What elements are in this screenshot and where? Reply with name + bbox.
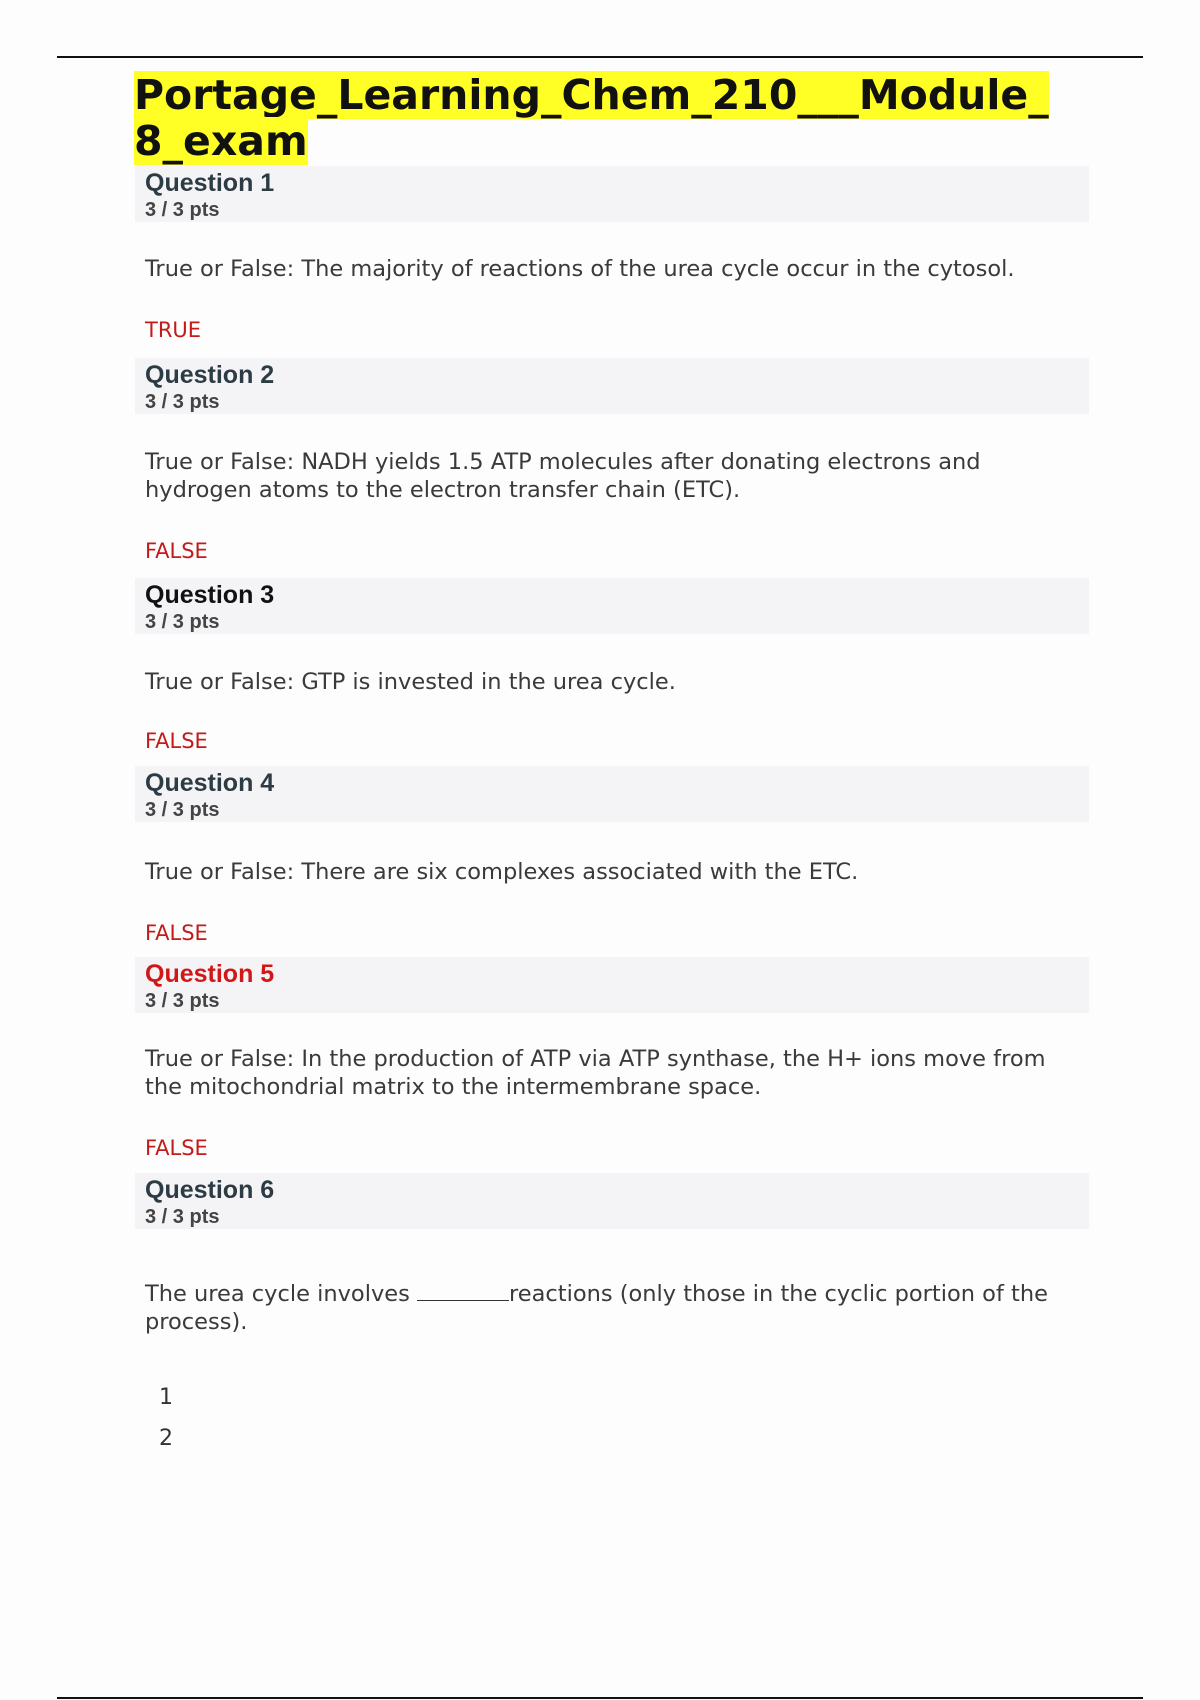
question-text-after-blank: reactions (only those in the cyclic portion of the process). — [145, 1281, 1048, 1335]
question-block — [135, 766, 1089, 946]
question-text: True or False: NADH yields 1.5 ATP molecules after donating electrons and hydrogen atoms to the electron transfer chain (ETC). — [145, 449, 981, 503]
question-answer: FALSE — [145, 1136, 208, 1160]
question-block — [135, 166, 1089, 343]
question-title: Question 4 — [145, 769, 275, 797]
question-header — [135, 166, 1089, 222]
question-answer: FALSE — [145, 539, 208, 563]
question-header — [135, 1173, 1089, 1229]
question-points: 3 / 3 pts — [145, 1206, 220, 1228]
question-answer: TRUE — [145, 318, 202, 342]
answer-options — [135, 1384, 1089, 1453]
question-text: True or False: GTP is invested in the urea cycle. — [145, 669, 676, 695]
question-text: True or False: There are six complexes associated with the ETC. — [145, 859, 859, 885]
question-title: Question 6 — [145, 1176, 275, 1204]
question-points: 3 / 3 pts — [145, 611, 220, 633]
answer-option[interactable]: 2 — [159, 1426, 173, 1451]
question-block — [135, 1173, 1089, 1453]
question-points: 3 / 3 pts — [145, 799, 220, 821]
top-rule — [57, 56, 1143, 58]
question-header — [135, 358, 1089, 414]
question-text-before-blank: The urea cycle involves — [145, 1281, 417, 1307]
document-title: Portage_Learning_Chem_210___Module_8_exam — [134, 71, 1049, 165]
question-block — [135, 358, 1089, 564]
question-answer: FALSE — [145, 729, 208, 753]
question-answer: FALSE — [145, 921, 208, 945]
question-block — [135, 957, 1089, 1161]
question-title: Question 5 — [145, 960, 275, 988]
question-text — [135, 1280, 1065, 1336]
question-header — [135, 766, 1089, 822]
question-points: 3 / 3 pts — [145, 990, 220, 1012]
answer-option[interactable]: 1 — [159, 1385, 173, 1410]
question-header — [135, 578, 1089, 634]
bottom-rule — [57, 1697, 1143, 1699]
question-title: Question 3 — [145, 581, 275, 609]
question-block — [135, 578, 1089, 754]
question-points: 3 / 3 pts — [145, 199, 220, 221]
question-points: 3 / 3 pts — [145, 391, 220, 413]
document-body — [134, 71, 1090, 1451]
question-title: Question 2 — [145, 361, 275, 389]
question-header — [135, 957, 1089, 1013]
fill-in-blank — [417, 1282, 509, 1301]
question-text: True or False: In the production of ATP via ATP synthase, the H+ ions move from the mitochondrial matrix to the intermembrane space. — [145, 1046, 1046, 1100]
question-title: Question 1 — [145, 169, 275, 197]
question-text: True or False: The majority of reactions of the urea cycle occur in the cytosol. — [145, 256, 1015, 282]
